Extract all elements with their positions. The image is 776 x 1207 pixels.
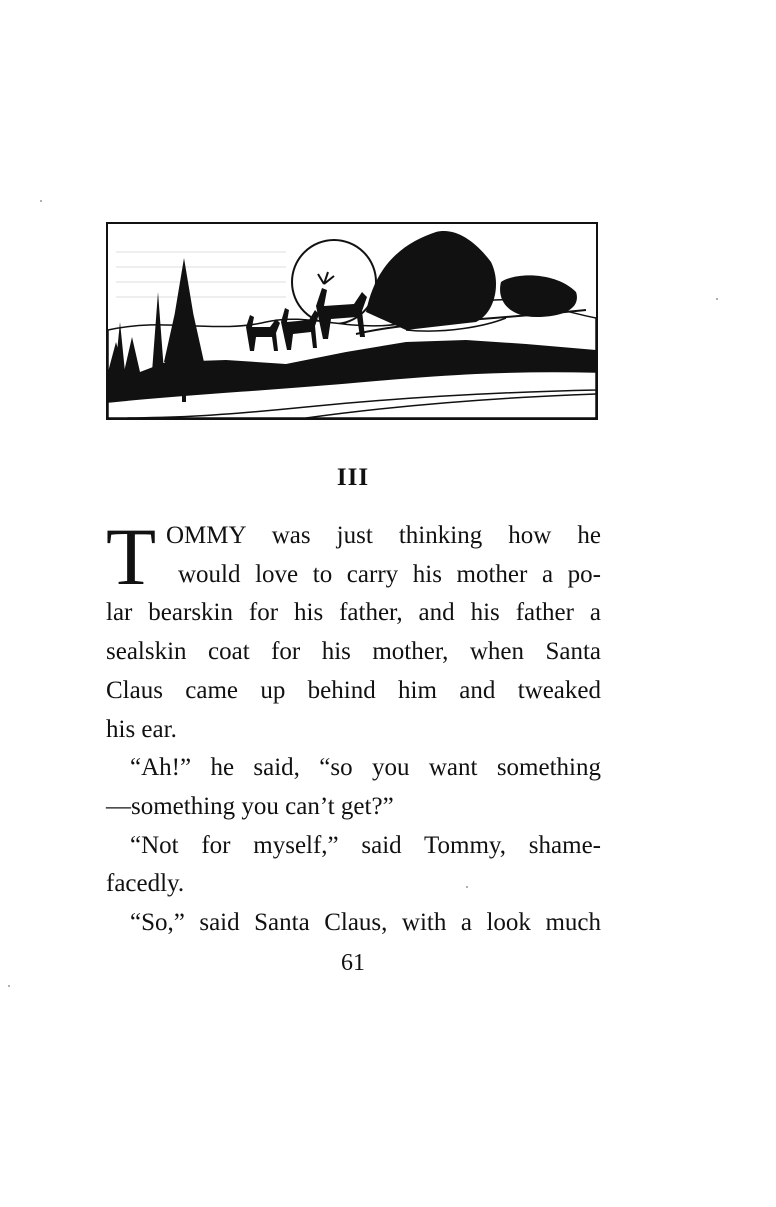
- body-line-6: his ear.: [106, 716, 177, 743]
- scan-speck: [8, 985, 10, 987]
- body-line-9: “Not for myself,” said Tommy, shame-: [130, 832, 601, 859]
- body-line-10: facedly.: [106, 870, 185, 897]
- body-line-1: OMMY was just thinking how he: [166, 522, 601, 549]
- scan-speck: [466, 886, 468, 888]
- scan-speck: [40, 200, 42, 202]
- body-line-5: Claus came up behind him and tweaked: [106, 677, 601, 704]
- body-line-8: —something you can’t get?”: [106, 793, 394, 820]
- body-line-3: lar bearskin for his father, and his father a: [106, 599, 601, 626]
- body-line-11: “So,” said Santa Claus, with a look much: [130, 909, 601, 936]
- drop-cap: T: [106, 511, 157, 602]
- scan-speck: [716, 298, 718, 300]
- body-line-7: “Ah!” he said, “so you want something: [130, 754, 601, 781]
- page-number: 61: [341, 950, 365, 976]
- chapter-number: III: [336, 464, 370, 491]
- body-line-4: sealskin coat for his mother, when Santa: [106, 638, 601, 665]
- chapter-header-illustration: [106, 222, 598, 422]
- body-line-2: would love to carry his mother a po-: [178, 561, 601, 588]
